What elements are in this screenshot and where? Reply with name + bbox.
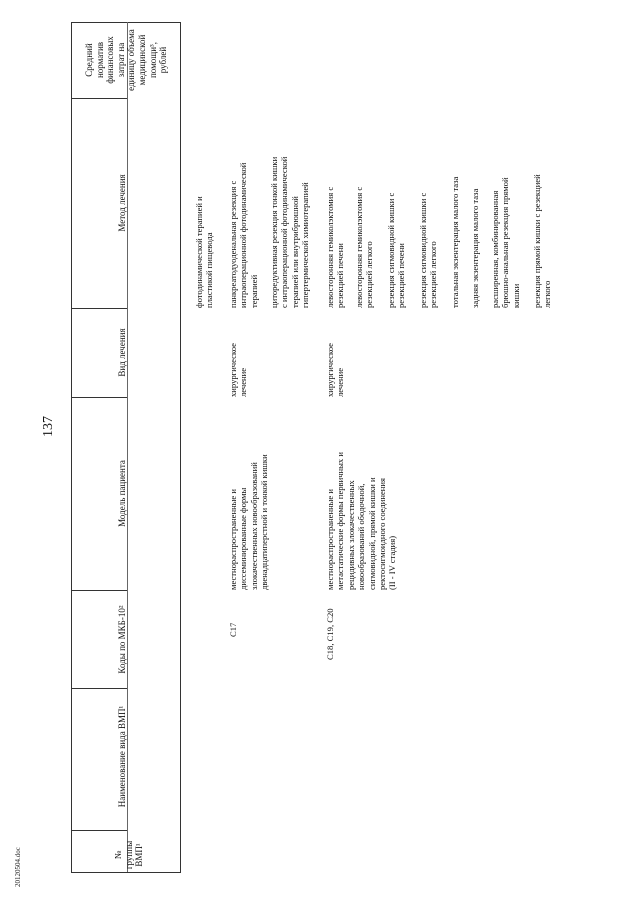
row1-type: хирургическое лечение [228, 343, 249, 397]
row2-method-1: левосторонняя гемиколэктомия с резекцией печени [325, 186, 346, 308]
header-name: Наименование вида ВМП¹ [117, 705, 127, 808]
row2-method-2: левосторонняя гемиколэктомия с резекцией легкого [354, 186, 375, 308]
row2-model: местнораспространенные и метастатические формы первичных и рецидивных злокачественных новообразований ободочной, сигмовидной, прямой кишки и ректосигмоидного соединения (II - IV стадия) [325, 452, 398, 590]
header-model: Модель пациента [117, 460, 127, 527]
page-number: 137 [41, 416, 56, 437]
row2-method-3: резекция сигмовидной кишки с резекцией печени [386, 192, 407, 308]
table-left-border [71, 22, 72, 872]
table-right-border [180, 22, 181, 872]
row2-method-8: резекция прямой кишки с резекцией легкого [532, 174, 553, 308]
row0-method-1: фотодинамической терапией и пластикой пищевода [194, 196, 215, 308]
row2-method-6: задняя экзентерация малого таза [470, 188, 480, 308]
row2-type: хирургическое лечение [325, 343, 346, 397]
header-cost: Средний норматив финансовых затрат на единицу объема медицинской помощи³, рублей [84, 29, 169, 91]
footer-filename: 20120504.doc [14, 847, 22, 887]
row2-method-7: расширенная, комбинированная брюшно-анальная резекция прямой кишки [490, 177, 521, 308]
row1-code: C17 [228, 622, 238, 637]
row2-method-5: тотальная экзентерация малого таза [450, 176, 460, 308]
row1-model: местнораспространенные и диссеминированные формы злокачественных новообразований двенадцатиперстной и тонкой кишки [228, 454, 270, 590]
row1-method-1: панкреатодуоденальная резекция с интраоперационной фотодинамической терапией [228, 162, 259, 308]
header-group-no: № группы ВМП¹ [113, 840, 145, 870]
header-codes: Коды по МКБ-10² [117, 605, 127, 674]
row2-method-4: резекция сигмовидной кишки с резекцией легкого [418, 192, 439, 308]
row2-code: C18, C19, C20 [325, 608, 335, 660]
row1-method-2: циторедуктивная резекция тонкой кишки с интраоперационной фотодинамической терапией или внутрибрюшной гипертермической химиотерапией [269, 156, 311, 308]
col-sep-name-group [71, 830, 127, 831]
header-type: Вид лечения [117, 328, 127, 377]
header-method: Метод лечения [117, 174, 127, 232]
